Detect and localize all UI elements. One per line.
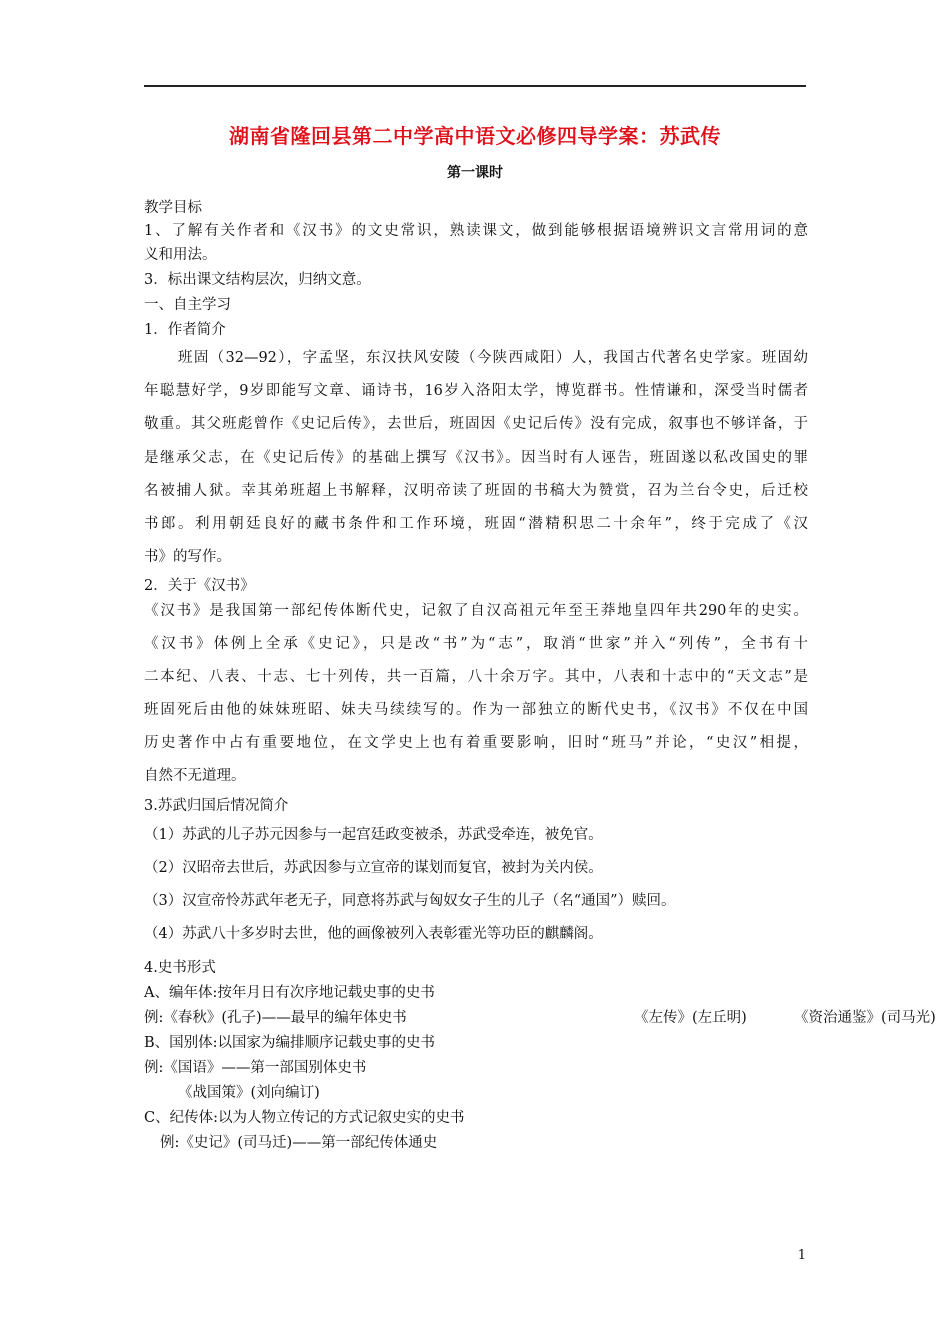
- paragraph-line: 班固死后由他的妹妹班昭、妹夫马续续写的。作为一部独立的断代史书，《汉书》不仅在中国: [144, 702, 808, 718]
- paragraph-line: 《汉书》是我国第一部纪传体断代史，记叙了自汉高祖元年至王莽地皇四年共290年的史实。: [144, 603, 808, 619]
- text-line: 义和用法。: [144, 247, 217, 263]
- paragraph-line: 年聪慧好学，9岁即能写文章、诵诗书，16岁入洛阳太学，博览群书。性情谦和，深受当时儒者: [144, 383, 808, 399]
- paragraph-line: 是继承父志，在《史记后传》的基础上撰写《汉书》。因当时有人诬告，班固遂以私改国史的罪: [144, 450, 808, 466]
- example-line: [144, 1008, 936, 1028]
- document-subtitle: 第一课时: [447, 165, 503, 181]
- example-line: 例:《史记》(司马迁)——第一部纪传体通史: [160, 1135, 438, 1151]
- text-line: B、国别体:以国家为编排顺序记载史事的史书: [144, 1035, 436, 1051]
- subsection-heading: 2．关于《汉书》: [144, 578, 255, 594]
- subsection-heading: 4.史书形式: [144, 960, 216, 976]
- example-text: 《资治通鉴》(司马光): [794, 1010, 936, 1026]
- paragraph-line: 名被捕人狱。幸其弟班超上书解释，汉明帝读了班固的书稿大为赞赏，召为兰台令史，后迁校: [144, 483, 808, 499]
- paragraph-line: 班固（32—92），字孟坚，东汉扶风安陵（今陕西咸阳）人，我国古代著名史学家。班固幼: [178, 350, 808, 366]
- paragraph-line: 书郎。利用朝廷良好的藏书条件和工作环境，班固“潜精积思二十余年”，终于完成了《汉: [144, 516, 808, 532]
- paragraph-line: 书》的写作。: [144, 549, 231, 565]
- example-text: 《左传》(左丘明): [634, 1010, 747, 1026]
- text-line: 1、了解有关作者和《汉书》的文史常识，熟读课文，做到能够根据语境辨识文言常用词的意: [144, 223, 808, 239]
- document-title: 湖南省隆回县第二中学高中语文必修四导学案：苏武传: [229, 124, 721, 148]
- subsection-heading: 3.苏武归国后情况简介: [144, 798, 289, 814]
- section-heading: 一、自主学习: [144, 297, 231, 313]
- example-line: 例:《国语》——第一部国别体史书: [144, 1060, 367, 1076]
- paragraph-line: 敬重。其父班彪曾作《史记后传》，去世后，班固因《史记后传》没有完成，叙事也不够详备，于: [144, 416, 808, 432]
- section-heading: 教学目标: [144, 200, 202, 216]
- paragraph-line: 《汉书》体例上全承《史记》，只是改“书”为“志”，取消“世家”并入“列传”，全书有十: [144, 636, 808, 652]
- page-number: 1: [797, 1248, 806, 1263]
- list-item: （4）苏武八十多岁时去世，他的画像被列入表彰霍光等功臣的麒麟阁。: [144, 926, 603, 942]
- example-line: 《战国策》(刘向编订): [178, 1085, 320, 1101]
- paragraph-line: 自然不无道理。: [144, 768, 246, 784]
- list-item: （1）苏武的儿子苏元因参与一起宫廷政变被杀，苏武受牵连，被免官。: [144, 827, 603, 843]
- subsection-heading: 1．作者简介: [144, 322, 226, 338]
- text-line: C、纪传体:以为人物立传记的方式记叙史实的史书: [144, 1110, 465, 1126]
- text-line: 3．标出课文结构层次，归纳文意。: [144, 272, 371, 288]
- text-line: A、编年体:按年月日有次序地记载史事的史书: [144, 985, 435, 1001]
- paragraph-line: 历史著作中占有重要地位，在文学史上也有着重要影响，旧时“班马”并论，“史汉”相提，: [144, 735, 808, 751]
- paragraph-line: 二本纪、八表、十志、七十列传，共一百篇，八十余万字。其中，八表和十志中的“天文志”是: [144, 669, 808, 685]
- example-text: 例:《春秋》(孔子)——最早的编年体史书: [144, 1010, 407, 1026]
- list-item: （2）汉昭帝去世后，苏武因参与立宣帝的谋划而复官，被封为关内侯。: [144, 860, 603, 876]
- header-rule: [144, 85, 806, 87]
- list-item: （3）汉宣帝怜苏武年老无子，同意将苏武与匈奴女子生的儿子（名“通国”）赎回。: [144, 893, 676, 909]
